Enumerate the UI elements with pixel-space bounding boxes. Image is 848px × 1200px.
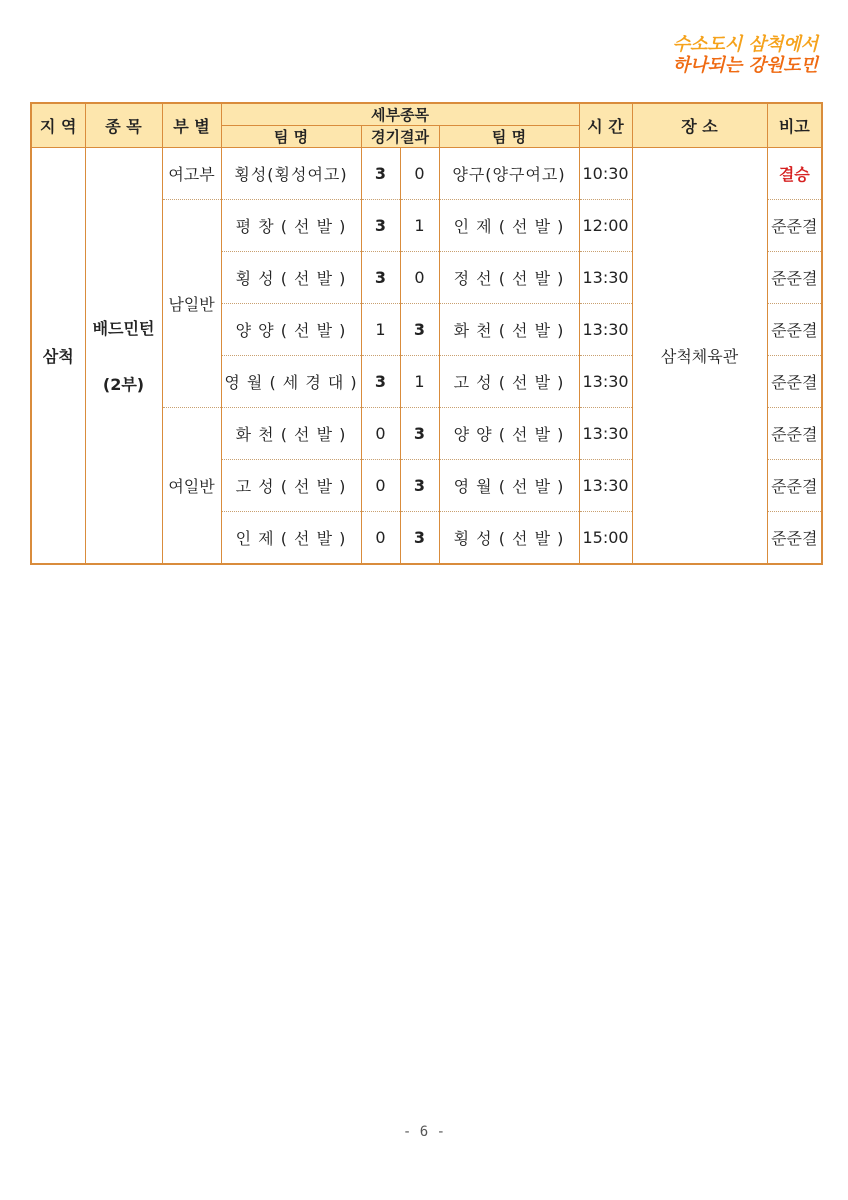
score1-cell: 3 (361, 252, 400, 304)
note-cell: 준준결 (767, 200, 822, 252)
header-sport: 종 목 (85, 103, 162, 148)
time-cell: 12:00 (579, 200, 632, 252)
table-row (31, 148, 822, 200)
score2-cell: 0 (400, 148, 439, 200)
time-cell: 13:30 (579, 304, 632, 356)
time-cell: 13:30 (579, 460, 632, 512)
header-detail: 세부종목 (221, 103, 579, 126)
team1-cell: 인 제 ( 선 발 ) (221, 512, 361, 565)
header-team2: 팀 명 (439, 126, 579, 148)
score1-cell: 3 (361, 356, 400, 408)
team2-cell: 양구(양구여고) (439, 148, 579, 200)
division-cell: 남일반 (162, 200, 221, 408)
header-division: 부 별 (162, 103, 221, 148)
score1-cell: 3 (361, 148, 400, 200)
team1-cell: 화 천 ( 선 발 ) (221, 408, 361, 460)
results-table (30, 102, 823, 565)
region-cell: 삼척 (31, 148, 85, 565)
sport-part: (2부) (102, 375, 145, 394)
division-cell: 여일반 (162, 408, 221, 565)
team1-cell: 횡 성 ( 선 발 ) (221, 252, 361, 304)
header-result: 경기결과 (361, 126, 439, 148)
team2-cell: 양 양 ( 선 발 ) (439, 408, 579, 460)
sport-cell (85, 148, 162, 565)
team2-cell: 영 월 ( 선 발 ) (439, 460, 579, 512)
team2-cell: 화 천 ( 선 발 ) (439, 304, 579, 356)
note-cell: 준준결 (767, 460, 822, 512)
page-number: - 6 - (402, 1124, 446, 1140)
score1-cell: 1 (361, 304, 400, 356)
time-cell: 13:30 (579, 408, 632, 460)
note-cell: 준준결 (767, 356, 822, 408)
score1-cell: 0 (361, 408, 400, 460)
team1-cell: 고 성 ( 선 발 ) (221, 460, 361, 512)
header-region: 지 역 (31, 103, 85, 148)
score2-cell: 3 (400, 408, 439, 460)
note-cell: 준준결 (767, 408, 822, 460)
score2-cell: 0 (400, 252, 439, 304)
time-cell: 15:00 (579, 512, 632, 565)
header-venue: 장 소 (632, 103, 767, 148)
time-cell: 10:30 (579, 148, 632, 200)
score1-cell: 0 (361, 512, 400, 565)
score2-cell: 1 (400, 200, 439, 252)
header-time: 시 간 (579, 103, 632, 148)
team1-cell: 횡성(횡성여고) (221, 148, 361, 200)
venue-cell: 삼척체육관 (632, 148, 767, 565)
time-cell: 13:30 (579, 356, 632, 408)
score2-cell: 3 (400, 304, 439, 356)
time-cell: 13:30 (579, 252, 632, 304)
team1-cell: 영 월 ( 세 경 대 ) (221, 356, 361, 408)
team2-cell: 인 제 ( 선 발 ) (439, 200, 579, 252)
note-cell: 준준결 (767, 512, 822, 565)
team1-cell: 양 양 ( 선 발 ) (221, 304, 361, 356)
score1-cell: 0 (361, 460, 400, 512)
score2-cell: 3 (400, 512, 439, 565)
slogan (673, 34, 818, 76)
team2-cell: 고 성 ( 선 발 ) (439, 356, 579, 408)
team1-cell: 평 창 ( 선 발 ) (221, 200, 361, 252)
slogan-line2: 하나되는 강원도민 (672, 55, 818, 76)
score2-cell: 1 (400, 356, 439, 408)
score2-cell: 3 (400, 460, 439, 512)
division-cell: 여고부 (162, 148, 221, 200)
team2-cell: 횡 성 ( 선 발 ) (439, 512, 579, 565)
team2-cell: 정 선 ( 선 발 ) (439, 252, 579, 304)
note-cell: 준준결 (767, 304, 822, 356)
slogan-line1: 수소도시 삼척에서 (672, 34, 818, 55)
note-cell: 결승 (767, 148, 822, 200)
header-team1: 팀 명 (221, 126, 361, 148)
note-cell: 준준결 (767, 252, 822, 304)
score1-cell: 3 (361, 200, 400, 252)
header-note: 비고 (767, 103, 822, 148)
sport-name: 배드민턴 (92, 319, 155, 338)
